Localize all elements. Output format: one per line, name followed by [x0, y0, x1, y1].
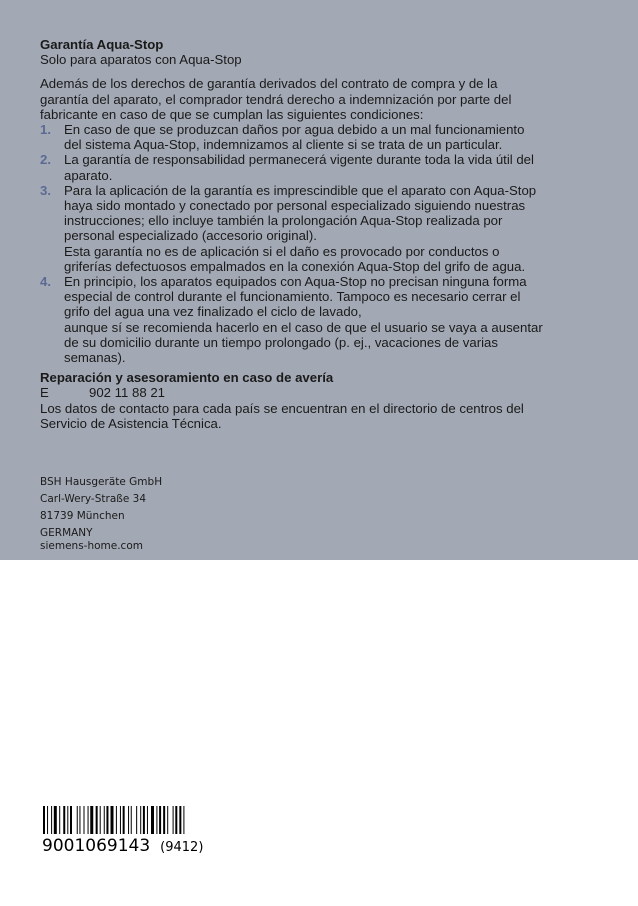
list-line: En principio, los aparatos equipados con Aqua-Stop no precisan ninguna forma — [64, 274, 527, 290]
list-line: del sistema Aqua-Stop, indemnizamos al cliente si se trata de un particular. — [64, 137, 503, 153]
address-country: GERMANY — [40, 527, 93, 539]
barcode-bar — [116, 806, 117, 834]
repair-title: Reparación y asesoramiento en caso de avería — [40, 370, 334, 386]
company-name: BSH Hausgeräte GmbH — [40, 476, 163, 488]
guarantee-section — [40, 37, 606, 431]
note-line: Servicio de Asistencia Técnica. — [40, 415, 222, 431]
barcode-bar — [156, 806, 157, 834]
barcode-bar — [54, 806, 57, 834]
barcode-bar — [88, 806, 89, 834]
list-item — [40, 274, 606, 365]
list-line: especial de control durante el funcionamiento. Tampoco es necesario cerrar el — [64, 289, 521, 305]
barcode-bar — [77, 806, 78, 834]
barcode-bar — [90, 806, 93, 834]
list-line: aparato. — [64, 167, 113, 183]
barcode-bar — [70, 806, 72, 834]
barcode-bar — [111, 806, 114, 834]
list-number: 1. — [40, 122, 51, 138]
barcode-bar — [136, 806, 137, 834]
list-line: personal especializado (accesorio original). — [64, 228, 317, 244]
phone-number: 902 11 88 21 — [89, 385, 166, 401]
barcode-bar — [167, 806, 168, 834]
company-address — [40, 474, 162, 542]
list-item — [40, 152, 606, 182]
list-number: 4. — [40, 274, 51, 290]
barcode-bar — [143, 806, 145, 834]
list-line: semanas). — [64, 350, 126, 366]
list-line: grifo del agua una vez finalizado el ciclo de lavado, — [64, 304, 362, 320]
list-line: Para la aplicación de la garantía es imprescindible que el aparato con Aqua-Stop — [64, 182, 537, 198]
barcode-number: 9001069143 — [42, 836, 151, 856]
barcode-bar — [100, 806, 101, 834]
barcode-bar — [59, 806, 60, 834]
barcode-bar — [120, 806, 121, 834]
barcode-bar — [51, 806, 52, 834]
barcode-bar — [159, 806, 161, 834]
website-link[interactable]: siemens-home.com — [40, 540, 143, 552]
barcode-bar — [147, 806, 148, 834]
list-line: griferías defectuosos empalmados en la conexión Aqua-Stop del grifo de agua. — [64, 258, 526, 274]
barcode-bar — [175, 806, 177, 834]
barcode-label — [42, 836, 203, 856]
barcode-bar — [43, 806, 45, 834]
barcode-bar — [173, 806, 174, 834]
list-number: 3. — [40, 182, 51, 198]
intro-line: fabricante en caso de que se cumplan las siguientes condiciones: — [40, 106, 424, 122]
barcode-bar — [104, 806, 105, 834]
list-line: haya sido montado y conectado por personal especializado siguiendo nuestras — [64, 198, 526, 214]
list-line: aunque sí se recomienda hacerlo en el caso de que el usuario se vaya a ausentar — [64, 319, 543, 335]
note-line: Los datos de contacto para cada país se encuentran en el directorio de centros del — [40, 400, 524, 416]
intro-line: Además de los derechos de garantía derivados del contrato de compra y de la — [40, 76, 498, 92]
barcode-bar — [183, 806, 184, 834]
country-code: E — [40, 385, 49, 401]
guarantee-title: Garantía Aqua-Stop — [40, 37, 164, 52]
barcode-bar — [79, 806, 80, 834]
barcode-bar — [151, 806, 154, 834]
barcode-bar — [96, 806, 98, 834]
list-line: de su domicilio durante un tiempo prolongado (p. ej., vacaciones de varias — [64, 334, 498, 350]
barcode-bar — [140, 806, 141, 834]
address-city: 81739 München — [40, 510, 125, 522]
address-street: Carl-Wery-Straße 34 — [40, 493, 147, 505]
barcode-bar — [67, 806, 68, 834]
barcode-bar — [47, 806, 48, 834]
list-line: instrucciones; ello incluye también la prolongación Aqua-Stop realizada por — [64, 213, 503, 229]
list-item — [40, 122, 606, 152]
barcode-bar — [128, 806, 129, 834]
barcode-suffix: (9412) — [160, 840, 204, 855]
barcode-bar — [131, 806, 132, 834]
guarantee-intro — [40, 76, 606, 122]
list-line: La garantía de responsabilidad permanecerá vigente durante toda la vida útil del — [64, 152, 534, 168]
barcode-bar — [63, 806, 65, 834]
list-number: 2. — [40, 152, 51, 168]
barcode-image — [43, 806, 241, 834]
repair-note — [40, 401, 606, 431]
guarantee-subtitle: Solo para aparatos con Aqua-Stop — [40, 52, 242, 68]
intro-line: garantía del aparato, el comprador tendrá derecho a indemnización por parte del — [40, 91, 512, 107]
list-line: En caso de que se produzcan daños por agua debido a un mal funcionamiento — [64, 122, 525, 138]
list-item — [40, 183, 606, 274]
list-line: Esta garantía no es de aplicación si el daño es provocado por conductos o — [64, 243, 500, 259]
repair-phone-row — [40, 385, 606, 400]
barcode-bar — [179, 806, 181, 834]
barcode-bar — [106, 806, 108, 834]
guarantee-conditions-list — [40, 122, 606, 365]
barcode-bar — [163, 806, 165, 834]
barcode-bar — [123, 806, 125, 834]
barcode-bar — [84, 806, 85, 834]
